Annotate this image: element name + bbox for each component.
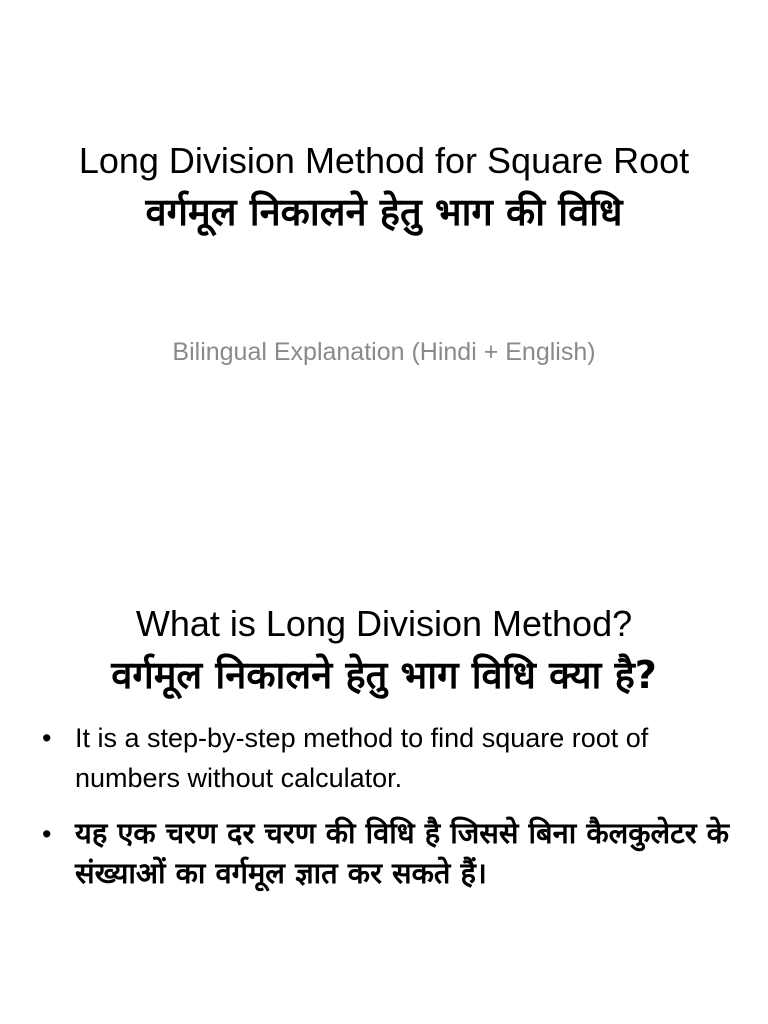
- bullet-text: It is a step-by-step method to find square root of numbers without calculator.: [75, 723, 649, 793]
- bullet-marker: •: [42, 819, 52, 849]
- slide-subtitle: Bilingual Explanation (Hindi + English): [172, 338, 596, 366]
- content-title-hindi: वर्गमूल निकालने हेतु भाग विधि क्या है?: [111, 653, 657, 697]
- slide-title-english: Long Division Method for Square Root: [78, 140, 690, 181]
- bullet-marker: •: [42, 723, 52, 753]
- bullet-list: [40, 718, 730, 910]
- title-block: [40, 134, 728, 236]
- bullet-item-english: [40, 718, 730, 798]
- content-title-english: What is Long Division Method?: [135, 603, 633, 644]
- bullet-text: यह एक चरण दर चरण की विधि है जिससे बिना कैलकुलेटर के संख्याओं का वर्गमूल ज्ञात कर सकते हैं।: [75, 816, 730, 890]
- bullet-item-hindi: [40, 814, 730, 894]
- content-slide: [0, 512, 768, 1024]
- slide-title-hindi: वर्गमूल निकालने हेतु भाग की विधि: [145, 190, 623, 234]
- content-title-block: [20, 598, 748, 700]
